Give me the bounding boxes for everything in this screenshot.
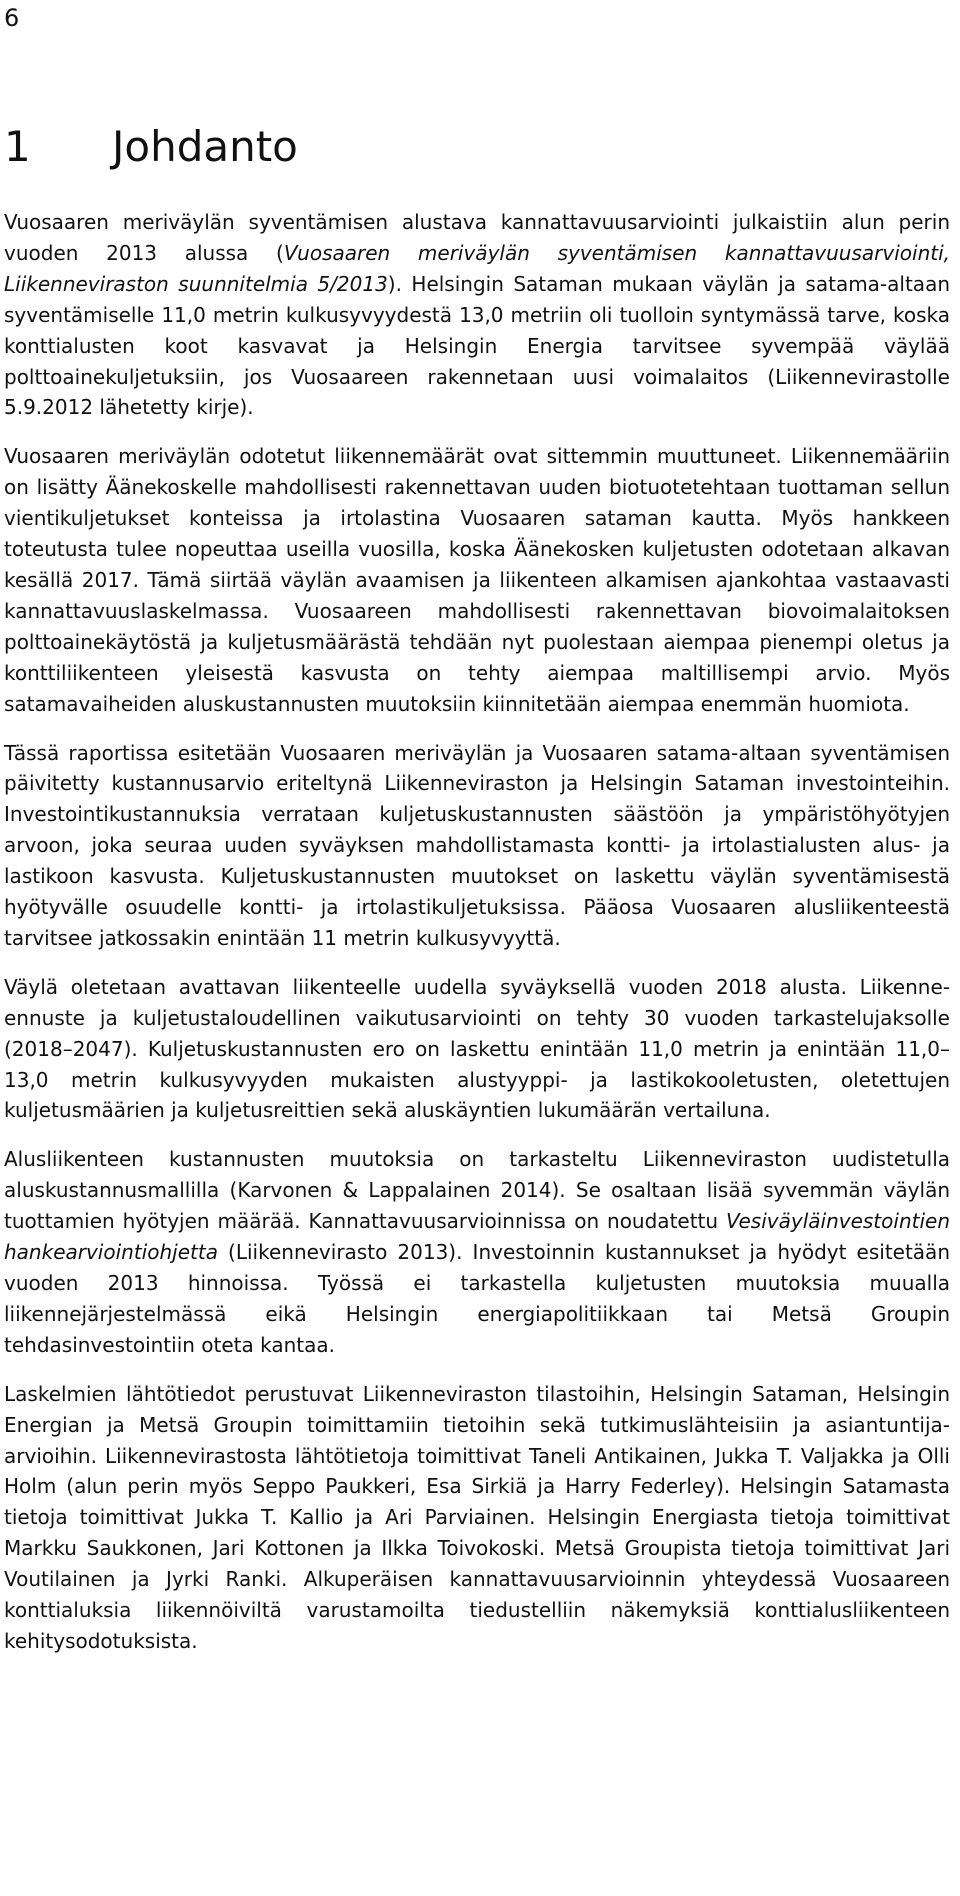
paragraph — [4, 738, 950, 954]
paragraph — [4, 1144, 950, 1360]
chapter-number: 1 — [4, 122, 31, 171]
paragraph-text: Tässä raportissa esitetään Vuosaaren meriväylän ja Vuosaaren satama-altaan syventämisen päivitetty kustannusarvio eriteltynä Liikenneviraston ja Helsingin Sataman investointeihin. Investointikustannuksia verrataan kuljetuskustannusten säästöön ja ympäristöhyötyjen arvoon, joka seuraa uuden syväyksen mahdollistamasta kontti- ja irtolastialusten alus- ja lastikoon kasvusta. Kuljetuskustannusten muutokset on laskettu väylän syventämisestä hyötyvälle osuudelle kontti- ja irtolastikuljetuksissa. Pääosa Vuosaaren alusliikenteestä tarvitsee jatkossakin enintään 11 metrin kulkusyvyyttä. — [4, 740, 950, 950]
chapter-title: Johdanto — [112, 122, 298, 171]
paragraph-text: (Liikennevirasto 2013). Investoinnin kustannukset ja hyödyt esitetään vuoden 2013 hinnoissa. Työssä ei tarkastella kuljetusten muutoksia muualla liikennejärjestelmässä eikä Helsingin energiapolitiikkaan tai Metsä Groupin tehdasinvestointiin oteta kantaa. — [4, 1240, 950, 1357]
paragraph-text: Alusliikenteen kustannusten muutoksia on tarkasteltu Liikenneviraston uudistetulla aluskustannusmallilla (Karvonen & Lappalainen 2014). Se osaltaan lisää syvemmän väylän tuottamien hyötyjen määrää. Kannattavuusarvioinnissa on noudatettu — [4, 1147, 950, 1234]
publication-title: Vuosaaren meriväylän syventämisen kannattavuusarviointi, Liikenneviraston suunnitelmia 5/2013 — [4, 240, 950, 296]
guideline-title: Vesiväyläinvestointien hankearviointiohjetta — [4, 1209, 950, 1265]
paragraph — [4, 207, 950, 423]
page-number: 6 — [4, 4, 20, 32]
paragraph — [4, 972, 950, 1127]
paragraph-text: Vuosaaren meriväylän odotetut liikennemäärät ovat sittemmin muuttuneet. Liikennemääriin on lisätty Äänekoskelle mahdollisesti rakennettavan uuden biotuotetehtaan tuottaman sellun vientikuljetukset konteissa ja irtolastina Vuosaaren sataman kautta. Myös hankkeen toteutusta tulee nopeuttaa useilla vuosilla, koska Äänekosken kuljetusten odotetaan alkavan kesällä 2017. Tämä siirtää väylän avaamisen ja liikenteen alkamisen ajankohtaa vastaavasti kannattavuuslaskelmassa. Vuosaareen mahdollisesti rakennettavan biovoimalaitoksen polttoainekäytöstä ja kuljetusmäärästä tehdään nyt puolestaan aiempaa pienempi oletus ja konttiliikenteen yleisestä kasvusta on tehty aiempaa maltillisempi arvio. Myös satamavaiheiden aluskustannusten muutoksiin kiinnitetään aiempaa enemmän huomiota. — [4, 444, 950, 716]
chapter-heading — [4, 122, 298, 171]
paragraph — [4, 1379, 950, 1657]
paragraph-text: Väylä oletetaan avattavan liikenteelle uudella syväyksellä vuoden 2018 alusta. Liikenne-ennuste ja kuljetustaloudellinen vaikutusarviointi on tehty 30 vuoden tarkastelujaksolle (2018–2047). Kuljetuskustannusten ero on laskettu enintään 11,0 metrin ja enintään 11,0–13,0 metrin kulkusyvyyden mukaisten alustyyppi- ja lastikokooletusten, oletettujen kuljetusmäärien ja kuljetusreittien sekä aluskäyntien lukumäärän vertailuna. — [4, 974, 950, 1123]
paragraph-text: Vuosaaren meriväylän syventämisen alustava kannattavuusarviointi julkaistiin alun perin vuoden 2013 alussa ( — [4, 210, 950, 265]
paragraph-text: ). Helsingin Sataman mukaan väylän ja satama-altaan syventämiselle 11,0 metrin kulkusyvyydestä 13,0 metriin oli tuolloin syntymässä tarve, koska konttialusten koot kasvavat ja Helsingin Energia tarvitsee syvempää väylää polttoainekuljetuksiin, jos Vuosaareen rakennetaan uusi voimalaitos (Liikennevirastolle 5.9.2012 lähetetty kirje). — [4, 271, 950, 420]
paragraph — [4, 441, 950, 719]
body-text — [4, 207, 950, 1657]
paragraph-text: Laskelmien lähtötiedot perustuvat Liikenneviraston tilastoihin, Helsingin Sataman, Helsingin Energian ja Metsä Groupin toimittamiin tietoihin sekä tutkimuslähteisiin ja asiantuntija-arvioihin. Liikennevirastosta lähtötietoja toimittivat Taneli Antikainen, Jukka T. Valjakka ja Olli Holm (alun perin myös Seppo Paukkeri, Esa Sirkiä ja Harry Federley). Helsingin Satamasta tietoja toimittivat Jukka T. Kallio ja Ari Parviainen. Helsingin Energiasta tietoja toimittivat Markku Saukkonen, Jari Kottonen ja Ilkka Toivokoski. Metsä Groupista tietoja toimittivat Jari Voutilainen ja Jyrki Ranki. Alkuperäisen kannattavuusarvioinnin yhteydessä Vuosaareen konttialuksia liikennöiviltä varustamoilta tiedustelliin näkemyksiä konttialusliikenteen kehitysodotuksista. — [4, 1381, 950, 1653]
